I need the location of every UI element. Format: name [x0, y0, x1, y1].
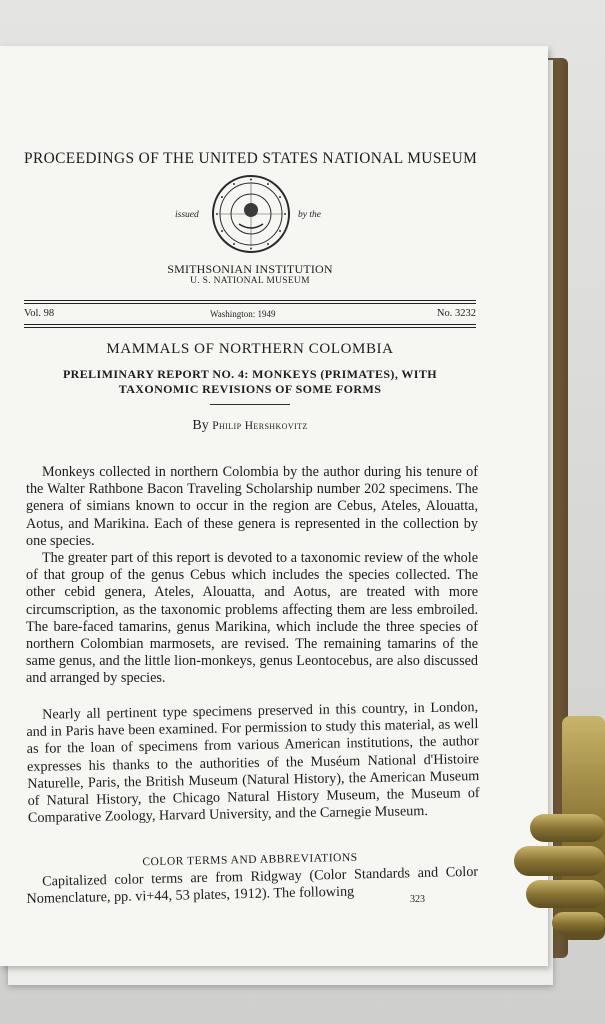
paragraph-4-text: Capitalized color terms are from Ridgway (Color Standards and Color Nomenclature, pp. vi+44, 53 plates, 1912). The following — [26, 863, 479, 908]
paragraph-1-text: Monkeys collected in northern Colombia by the author during his tenure of the Walter Rathbone Bacon Traveling Scholarship number 202 specimens. The genera of simians known to occur in the region are Cebus, Ateles, Alouatta, Aotus, and Marikina. Each of these genera is represented in the collection by one species. — [26, 464, 478, 549]
author-name: Philip Hershkovitz — [212, 420, 308, 432]
page-number: 323 — [410, 894, 425, 905]
header-rule-top — [24, 300, 476, 301]
article-subtitle-line2: TAXONOMIC REVISIONS OF SOME FORMS — [118, 382, 382, 396]
article-title: MAMMALS OF NORTHERN COLOMBIA — [106, 341, 394, 357]
byline — [0, 418, 500, 434]
by-the-label: by the — [298, 210, 321, 220]
brass-page-holder — [512, 716, 605, 940]
section-heading: COLOR TERMS AND ABBREVIATIONS — [142, 851, 358, 869]
header-rule-bottom-2 — [24, 327, 476, 328]
issued-label: issued — [175, 210, 199, 220]
issue-number: No. 3232 — [436, 308, 476, 319]
paragraph-2-text: The greater part of this report is devoted to a taxonomic review of the whole of that group of the genus Cebus which includes the species collected. The other cebid genera, Ateles, Alouatta, and Aotus, are treated with more circumscription, as the taxonomic problems affecting them are less embroiled. The bare-faced tamarins, genus Marikina, which include the three species of northern Colombian marmosets, are revised. The remaining tamarins of the same genus, and the little lion-monkeys, genus Leontocebus, are also discussed and arranged by species. — [26, 550, 478, 687]
paragraph-3 — [26, 699, 480, 827]
paragraph-3-text: Nearly all pertinent type specimens preserved in this country, in London, and in Paris have been examined. For permission to study this material, as well as for the loan of specimens from various American institutions, the author expresses his thanks to the authorities of the Muséum National d'Histoire Naturelle, Paris, the British Museum (Natural History), the American Museum of Natural History, the Chicago Natural History Museum, the Museum of Comparative Zoology, Harvard University, and the Carnegie Museum. — [26, 699, 480, 827]
header-rule-top-2 — [24, 303, 476, 304]
journal-title: PROCEEDINGS OF THE UNITED STATES NATIONAL MUSEUM — [24, 150, 478, 167]
institution-name: SMITHSONIAN INSTITUTION — [167, 262, 333, 276]
book-page — [0, 46, 548, 966]
place-date: Washington: 1949 — [210, 309, 276, 319]
article-subtitle-line1: PRELIMINARY REPORT NO. 4: MONKEYS (PRIMATES), WITH — [62, 367, 438, 381]
by-word: By — [192, 418, 209, 433]
title-divider — [210, 404, 290, 405]
museum-name: U. S. NATIONAL MUSEUM — [190, 276, 310, 286]
header-rule-bottom — [24, 324, 476, 325]
volume-label: Vol. 98 — [24, 308, 55, 319]
paragraph-1 — [26, 464, 478, 550]
smithsonian-seal-icon — [211, 174, 291, 254]
paragraph-2 — [26, 550, 478, 688]
